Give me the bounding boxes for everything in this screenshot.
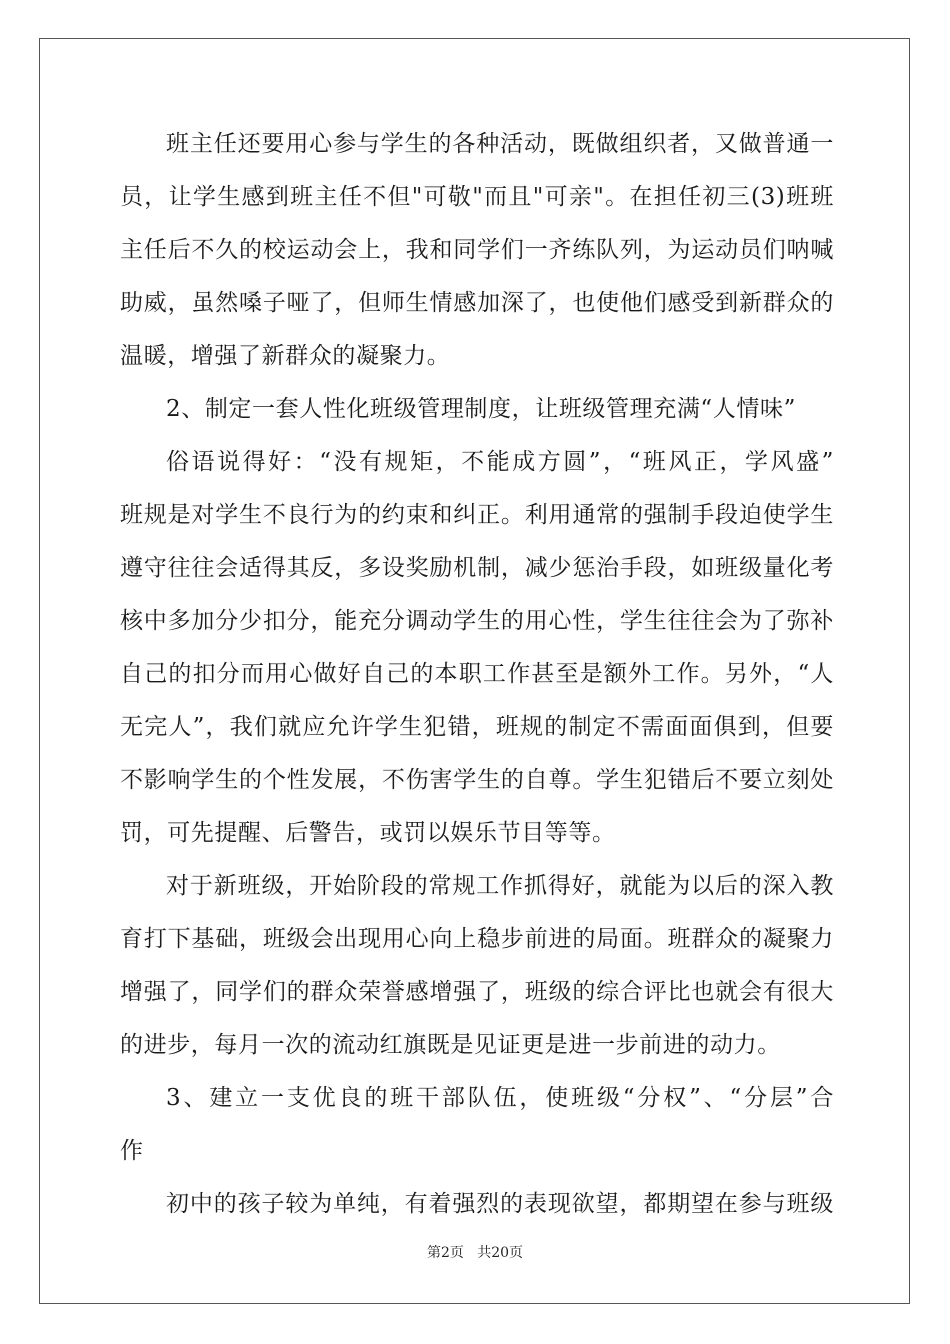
text-line: 助威，虽然嗓子哑了，但师生情感加深了，也使他们感受到新群众的 <box>120 290 834 316</box>
total-prefix: 共 <box>477 1245 492 1261</box>
text-line: 不影响学生的个性发展，不伤害学生的自尊。学生犯错后不要立刻处 <box>120 767 834 793</box>
section-heading: 2、制定一套人性化班级管理制度，让班级管理充满“人情味” <box>166 396 796 422</box>
text-line: 的进步，每月一次的流动红旗既是见证更是进一步前进的动力。 <box>120 1032 781 1058</box>
text-line: 罚，可先提醒、后警告，或罚以娱乐节目等等。 <box>120 820 616 846</box>
total-suffix: 页 <box>509 1245 524 1261</box>
text-line: 初中的孩子较为单纯，有着强烈的表现欲望，都期望在参与班级 <box>166 1191 834 1217</box>
section-heading: 3、建立一支优良的班干部队伍，使班级“分权”、“分层”合 <box>166 1085 834 1111</box>
page-footer <box>0 1242 950 1262</box>
text-line: 育打下基础，班级会出现用心向上稳步前进的局面。班群众的凝聚力 <box>120 926 834 952</box>
page-suffix: 页 <box>449 1245 464 1261</box>
page-number: 2 <box>440 1245 450 1261</box>
text-line: 主任后不久的校运动会上，我和同学们一齐练队列，为运动员们呐喊 <box>120 237 834 263</box>
text-line: 增强了，同学们的群众荣誉感增强了，班级的综合评比也就会有很大 <box>120 979 834 1005</box>
text-line: 核中多加分少扣分，能充分调动学生的用心性，学生往往会为了弥补 <box>120 608 834 634</box>
section-heading-continued: 作 <box>120 1138 144 1164</box>
total-pages: 20 <box>491 1245 510 1261</box>
text-line: 温暖，增强了新群众的凝聚力。 <box>120 343 451 369</box>
text-line: 班主任还要用心参与学生的各种活动，既做组织者，又做普通一 <box>166 131 834 157</box>
page-prefix: 第 <box>426 1245 441 1261</box>
text-line: 遵守往往会适得其反，多设奖励机制，减少惩治手段，如班级量化考 <box>120 555 834 581</box>
text-line: 无完人”，我们就应允许学生犯错，班规的制定不需面面俱到，但要 <box>120 714 834 740</box>
text-line: 员，让学生感到班主任不但"可敬"而且"可亲"。在担任初三(3)班班 <box>120 184 834 210</box>
text-line: 班规是对学生不良行为的约束和纠正。利用通常的强制手段迫使学生 <box>120 502 834 528</box>
text-line: 自己的扣分而用心做好自己的本职工作甚至是额外工作。另外，“人 <box>120 661 834 687</box>
text-line: 俗语说得好：“没有规矩，不能成方圆”，“班风正，学风盛” <box>166 449 834 475</box>
text-line: 对于新班级，开始阶段的常规工作抓得好，就能为以后的深入教 <box>166 873 834 899</box>
